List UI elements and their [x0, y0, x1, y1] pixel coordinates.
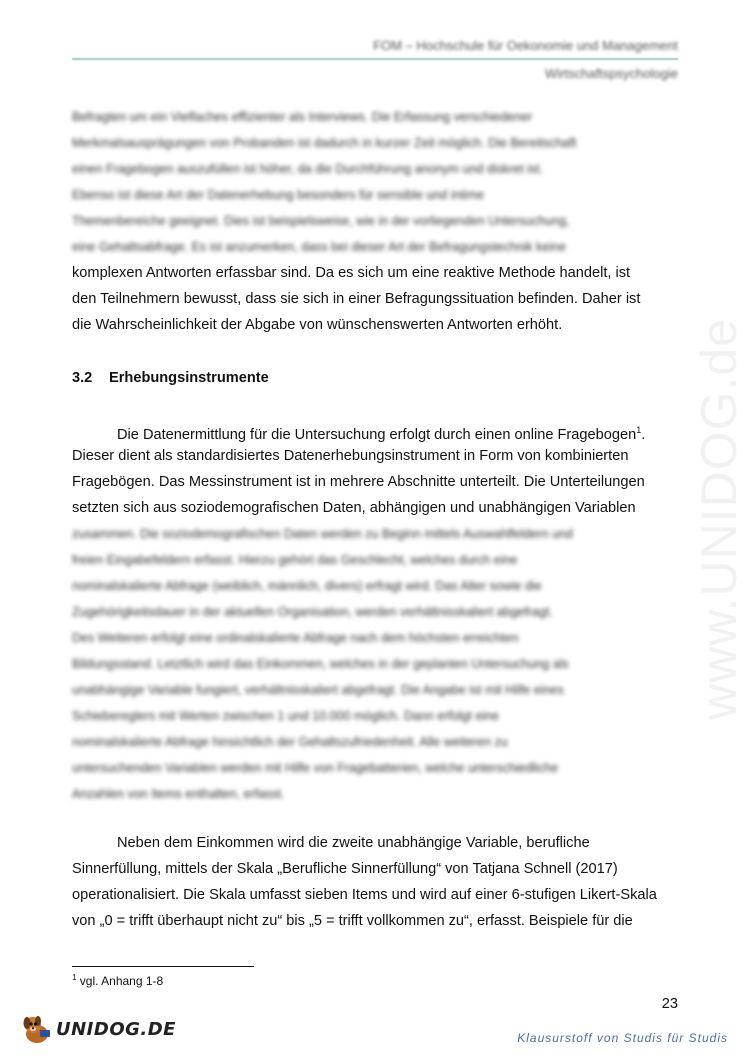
text-line: Fragebögen. Das Messinstrument ist in mehrere Abschnitte unterteilt. Die Unterteilungen	[72, 474, 645, 490]
blurred-line: Anzahlen von Items enthalten, erfasst.	[72, 787, 285, 801]
text-line	[72, 417, 678, 443]
text-line: den Teilnehmern bewusst, dass sie sich in einer Befragungssituation befinden. Daher ist	[72, 291, 641, 307]
page-number: 23	[661, 996, 678, 1012]
watermark: www.UNIDOG.de	[691, 318, 747, 720]
paragraph-2	[72, 417, 678, 807]
footnote-text: vgl. Anhang 1-8	[79, 974, 164, 988]
header-institution: FOM – Hochschule für Oekonomie und Management	[373, 38, 678, 53]
blurred-line: zusammen. Die soziodemografischen Daten werden zu Beginn mittels Auswahlfeldern und	[72, 527, 573, 541]
blurred-line: freien Eingabefeldern erfasst. Hierzu gehört das Geschlecht, welches durch eine	[72, 553, 518, 567]
section-heading	[72, 370, 269, 386]
unidog-logo[interactable]	[20, 1012, 176, 1046]
footnote-divider	[72, 966, 254, 967]
text-line: Dieser dient als standardisiertes Datenerhebungsinstrument in Form von kombinierten	[72, 448, 629, 464]
blurred-line: untersuchenden Variablen werden mit Hilfe von Fragebatterien, welche unterschiedliche	[72, 761, 559, 775]
text-line: setzten sich aus soziodemografischen Daten, abhängigen und unabhängigen Variablen	[72, 500, 636, 516]
blurred-line: Bildungsstand. Letztlich wird das Einkommen, welches in der geplanten Untersuchung als	[72, 657, 569, 671]
blurred-line: Zugehörigkeitsdauer in der aktuellen Organisation, werden verhältnisskaliert abgefragt.	[72, 605, 553, 619]
blurred-line: Merkmalsausprägungen von Probanden ist dadurch in kurzer Zeit möglich. Die Bereitschaft	[72, 136, 577, 150]
blurred-line: einen Fragebogen auszufüllen ist höher, da die Durchführung anonym und diskret ist.	[72, 162, 544, 176]
text-line: Neben dem Einkommen wird die zweite unabhängige Variable, berufliche	[117, 835, 590, 851]
tagline: Klausurstoff von Studis für Studis	[517, 1031, 728, 1045]
section-number: 3.2	[72, 370, 93, 386]
dog-mascot-icon	[20, 1012, 54, 1046]
blurred-line: Des Weiteren erfolgt eine ordinalskalierte Abfrage nach dem höchsten erreichten	[72, 631, 519, 645]
blurred-line: nominalskalierte Abfrage hinsichtlich der Gehaltszufriedenheit. Alle weiteren zu	[72, 735, 508, 749]
text-line: operationalisiert. Die Skala umfasst sieben Items und wird auf einer 6-stufigen Likert-Skala	[72, 887, 657, 903]
blurred-line: Themenbereiche geeignet. Dies ist beispielsweise, wie in der vorliegenden Untersuchung,	[72, 214, 570, 228]
text-line: komplexen Antworten erfassbar sind. Da es sich um eine reaktive Methode handelt, ist	[72, 265, 631, 281]
text-span: .	[641, 427, 646, 443]
paragraph-1	[72, 104, 678, 338]
header-department: Wirtschaftspsychologie	[545, 66, 678, 81]
text-span: Die Datenermittlung für die Untersuchung erfolgt durch einen online Fragebogen	[117, 427, 637, 443]
blurred-line: eine Gehaltsabfrage. Es ist anzumerken, dass bei dieser Art der Befragungstechnik keine	[72, 240, 567, 254]
blurred-line: Ebenso ist diese Art der Datenerhebung besonders für sensible und intime	[72, 188, 485, 202]
blurred-line: Befragten um ein Vielfaches effizienter als Interviews. Die Erfassung verschiedener	[72, 110, 533, 124]
header-divider	[72, 58, 678, 60]
footnote-ref[interactable]: 1	[636, 425, 642, 435]
logo-text: UNIDOG.DE	[56, 1018, 176, 1040]
blurred-line: nominalskalierte Abfrage (weiblich, männlich, divers) erfragt wird. Das Alter sowie die	[72, 579, 542, 593]
footnote-number: 1	[72, 973, 77, 982]
footnote	[72, 973, 163, 988]
blurred-line: unabhängige Variable fungiert, verhältnisskaliert abgefragt. Die Angabe ist mit Hilfe eines	[72, 683, 564, 697]
section-title: Erhebungsinstrumente	[109, 370, 269, 386]
text-line: die Wahrscheinlichkeit der Abgabe von wünschenswerten Antworten erhöht.	[72, 317, 563, 333]
blurred-line: Schiebereglers mit Werten zwischen 1 und 10.000 möglich. Dann erfolgt eine	[72, 709, 500, 723]
paragraph-3	[72, 830, 678, 934]
text-line: Sinnerfüllung, mittels der Skala „Berufliche Sinnerfüllung“ von Tatjana Schnell (2017)	[72, 861, 618, 877]
text-line: von „0 = trifft überhaupt nicht zu“ bis „5 = trifft vollkommen zu“, erfasst. Beispiele für die	[72, 913, 633, 929]
